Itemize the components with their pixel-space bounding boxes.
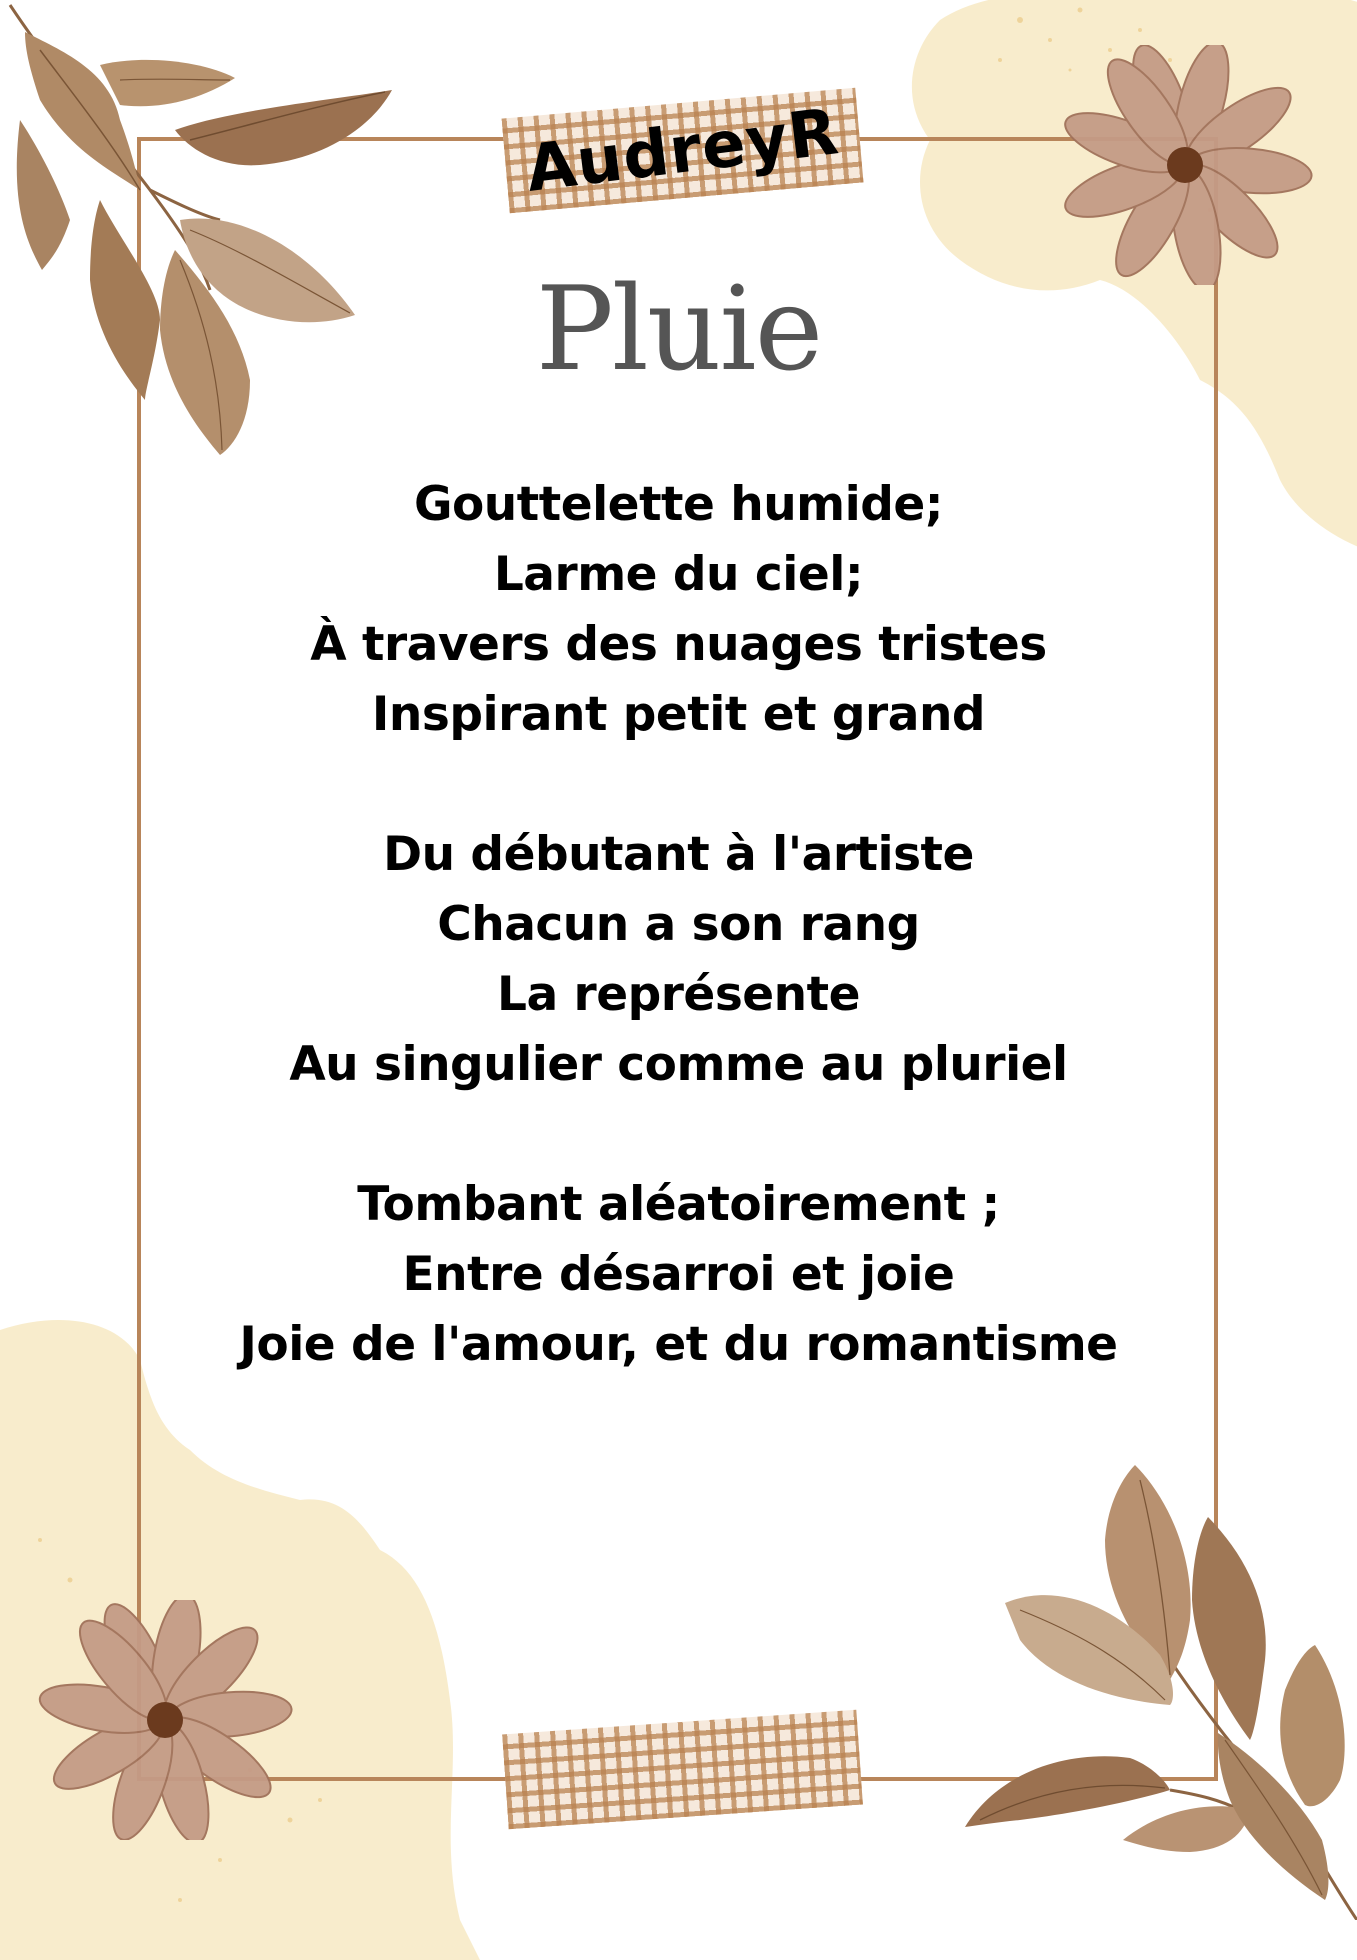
flower-top-right-icon — [1055, 45, 1315, 285]
poem-line: Gouttelette humide; — [413, 477, 944, 532]
poem-title: Pluie — [535, 262, 822, 397]
stanza-2 — [0, 820, 1357, 1100]
poem-line: Larme du ciel; — [493, 547, 864, 602]
leaf-branch-bottom-right-icon — [960, 1440, 1357, 1920]
flower-bottom-left-icon — [35, 1600, 295, 1840]
stanza-1 — [0, 470, 1357, 750]
poem-line: Chacun a son rang — [437, 897, 920, 952]
poem-line: Entre désarroi et joie — [402, 1247, 955, 1302]
author-name: AudreyR — [522, 94, 843, 207]
poem-line: Tombant aléatoirement ; — [357, 1177, 1000, 1232]
poem-line: Inspirant petit et grand — [371, 687, 986, 742]
stanza-3 — [0, 1170, 1357, 1380]
poem-line: À travers des nuages tristes — [310, 617, 1047, 672]
poem-body — [0, 470, 1357, 1450]
poem-line: Au singulier comme au pluriel — [289, 1037, 1068, 1092]
poem-line: Du débutant à l'artiste — [383, 827, 974, 882]
poem-line: La représente — [497, 967, 860, 1022]
poem-line: Joie de l'amour, et du romantisme — [239, 1317, 1118, 1372]
